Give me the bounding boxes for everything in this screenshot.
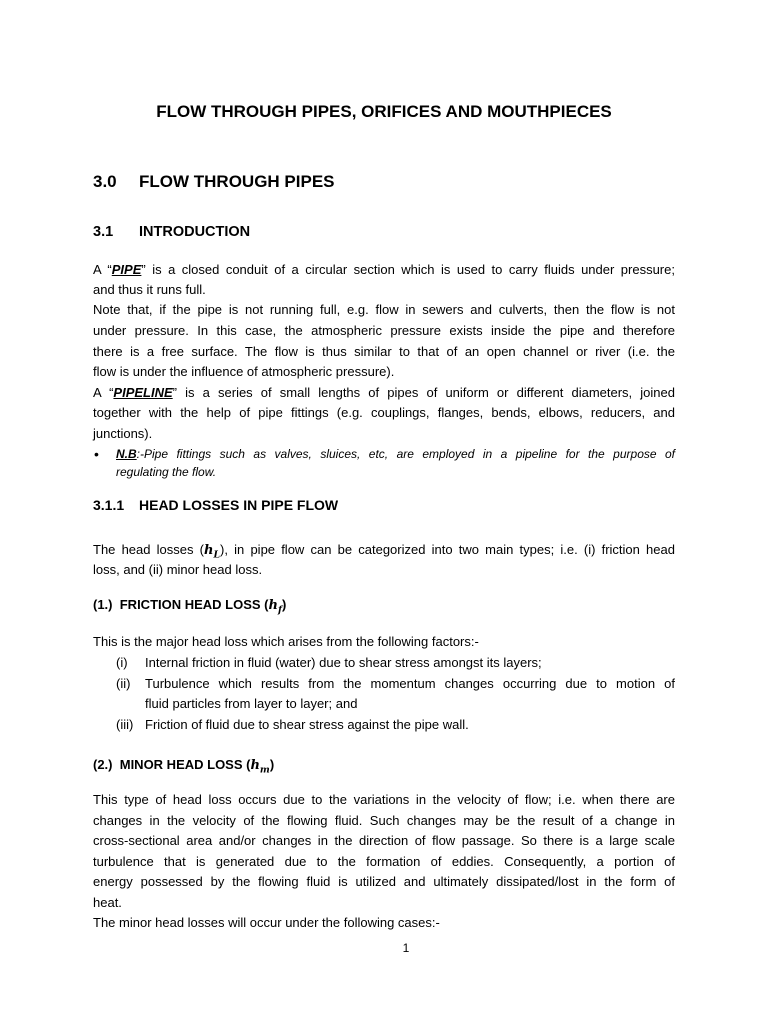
friction-intro: This is the major head loss which arises from the following factors:- [93, 634, 479, 649]
term-pipe: PIPE [111, 262, 142, 277]
section-title: HEAD LOSSES IN PIPE FLOW [139, 497, 339, 513]
minor-heading [93, 757, 274, 776]
section-number: 3.1 [93, 224, 114, 240]
intro-line-6: flow is under the influence of atmospheric pressure). [93, 364, 395, 379]
intro-line-7 [93, 383, 675, 403]
bullet-icon: • [94, 446, 99, 462]
heading-close: ) [269, 757, 275, 772]
minor-line-7: The minor head losses will occur under the following cases:- [93, 915, 440, 930]
minor-line-6: heat. [93, 895, 122, 910]
intro-line-9: junctions). [93, 426, 153, 441]
text-span: A “ [93, 385, 114, 400]
text-span: A “ [93, 262, 112, 277]
math-symbol [250, 758, 270, 776]
text-span: ), in pipe flow can be categorized into two main types; i.e. (i) friction head [220, 542, 675, 557]
section-title: FLOW THROUGH PIPES [139, 172, 335, 191]
math-symbol-base: h [204, 543, 214, 558]
minor-line-5: energy possessed by the flowing fluid is utilized and ultimately dissipated/lost in the form of [93, 874, 675, 889]
intro-line-2: and thus it runs full. [93, 282, 206, 297]
list-item: Friction of fluid due to shear stress against the pipe wall. [145, 717, 469, 732]
minor-line-2: changes in the velocity of the flowing fluid. Such changes may be the result of a change in [93, 813, 675, 828]
minor-line-3: cross-sectional area and/or changes in the direction of flow passage. So there is a large scale [93, 833, 675, 848]
heading-number: (1.) [93, 597, 113, 612]
math-symbol [268, 598, 282, 616]
math-symbol-base: h [268, 598, 278, 613]
text-span: :-Pipe fittings such as valves, sluices, etc, are employed in a pipeline for the purpose of [136, 447, 675, 461]
page-number: 1 [402, 941, 410, 955]
math-symbol [204, 543, 221, 561]
intro-line-1 [93, 260, 675, 280]
section-number: 3.0 [93, 172, 117, 191]
list-label: (i) [116, 655, 128, 670]
list-item-continuation: fluid particles from layer to layer; and [145, 696, 358, 711]
text-span: ” is a closed conduit of a circular section which is used to carry fluids under pressure; [141, 262, 675, 277]
head-losses-line-2: loss, and (ii) minor head loss. [93, 562, 263, 577]
math-symbol-subscript: m [259, 764, 270, 776]
intro-line-3: Note that, if the pipe is not running full, e.g. flow in sewers and culverts, then the flow is not [93, 302, 675, 317]
section-3-0-heading [93, 172, 335, 192]
section-number: 3.1.1 [93, 497, 125, 513]
list-label: (iii) [116, 717, 134, 732]
section-3-1-1-heading [93, 497, 338, 513]
intro-line-4: under pressure. In this case, the atmospheric pressure exists inside the pipe and therefore [93, 323, 675, 338]
term-pipeline: PIPELINE [113, 385, 173, 400]
math-symbol-base: h [250, 758, 260, 773]
list-item: Turbulence which results from the momentum changes occurring due to motion of [145, 676, 675, 691]
math-symbol-subscript: f [277, 604, 282, 616]
text-span: The head losses ( [93, 542, 205, 557]
section-title: INTRODUCTION [139, 224, 251, 240]
nb-line-2: regulating the flow. [116, 465, 217, 479]
intro-line-5: there is a free surface. The flow is thus similar to that of an open channel or river (i.e. the [93, 344, 675, 359]
section-3-1-heading [93, 224, 250, 240]
list-item: Internal friction in fluid (water) due to shear stress amongst its layers; [145, 655, 542, 670]
heading-close: ) [282, 597, 287, 612]
text-span: ” is a series of small lengths of pipes of uniform or different diameters, joined [172, 385, 675, 400]
minor-line-4: turbulence that is generated due to the formation of eddies. Consequently, a portion of [93, 854, 675, 869]
nb-label: N.B [116, 447, 137, 461]
heading-text: MINOR HEAD LOSS ( [119, 757, 251, 772]
heading-text: FRICTION HEAD LOSS ( [119, 597, 269, 612]
minor-line-1: This type of head loss occurs due to the variations in the velocity of flow; i.e. when there are [93, 792, 675, 807]
heading-number: (2.) [93, 757, 113, 772]
nb-line-1 [116, 445, 675, 463]
friction-heading [93, 597, 286, 616]
math-symbol-subscript: L [213, 549, 221, 561]
intro-line-8: together with the help of pipe fittings (e.g. couplings, flanges, bends, elbows, reducers, and [93, 405, 675, 420]
document-title: FLOW THROUGH PIPES, ORIFICES AND MOUTHPIECES [156, 102, 612, 121]
list-label: (ii) [116, 676, 131, 691]
